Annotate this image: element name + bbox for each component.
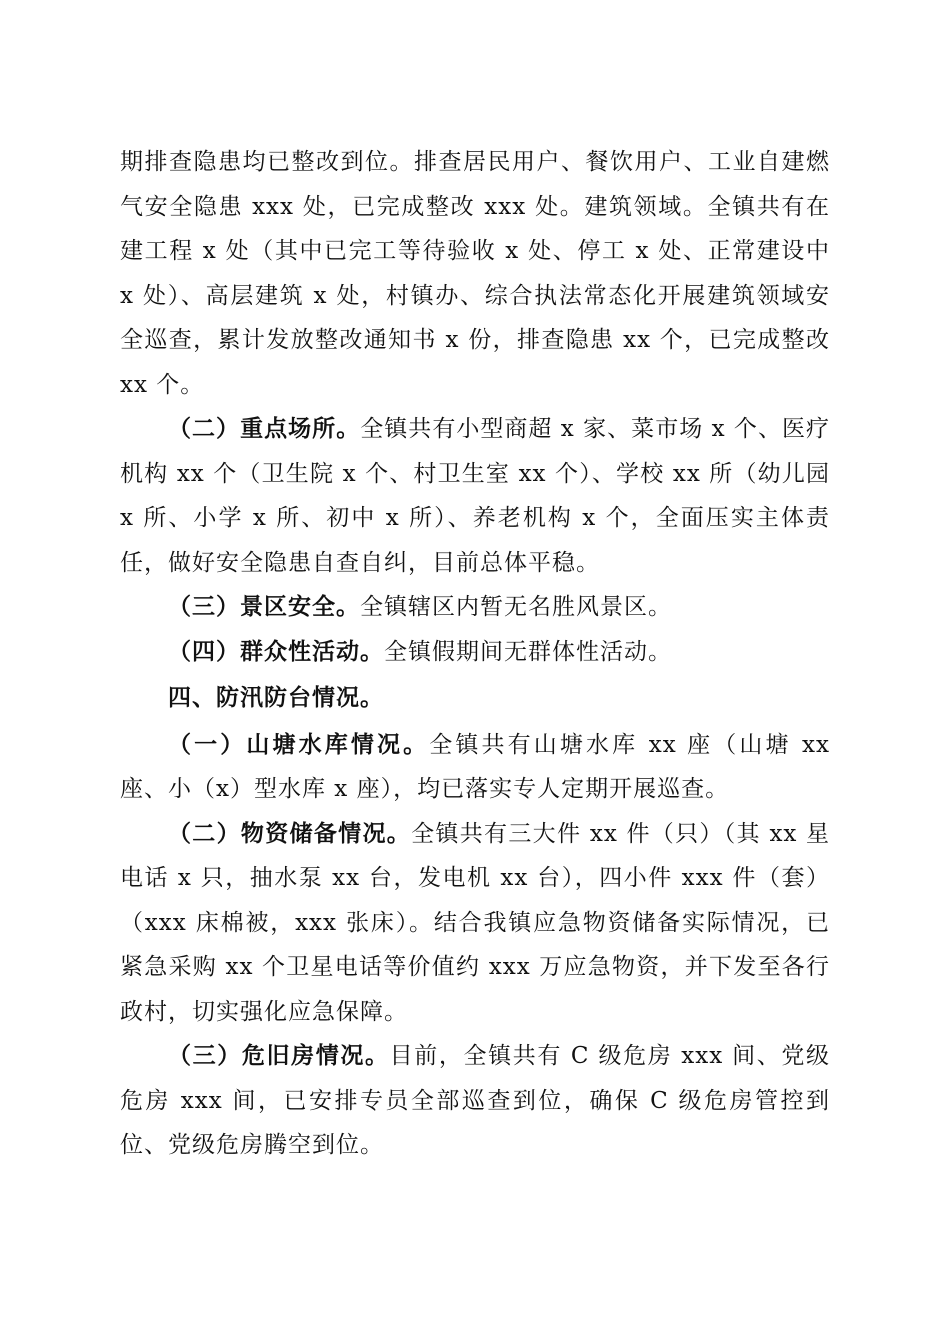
paragraph-continuation — [120, 140, 830, 407]
paragraph-lead: （四）群众性活动。 — [168, 638, 384, 665]
paragraph-text: 全镇共有小型商超 x 家、菜市场 x 个、医疗机构 xx 个（卫生院 x 个、村卫生室 xx 个）、学校 xx 所（幼儿园 x 所、小学 x 所、初中 x 所）、养老机构 x 个，全面压实主体责任，做好安全隐患自查自纠，目前总体平稳。 — [120, 416, 831, 576]
paragraph-lead: （二）重点场所。 — [168, 416, 361, 442]
paragraph-reservoirs — [120, 723, 830, 812]
paragraph-scenic-safety — [120, 585, 830, 630]
paragraph-mass-activities — [120, 630, 830, 675]
paragraph-lead: （一）山塘水库情况。 — [168, 731, 430, 758]
paragraph-key-places — [120, 407, 830, 585]
paragraph-dangerous-houses — [120, 1034, 830, 1168]
paragraph-supplies — [120, 812, 830, 1035]
document-body — [120, 140, 830, 1168]
paragraph-text: 全镇辖区内暂无名胜风景区。 — [360, 594, 672, 620]
paragraph-text: 全镇共有山塘水库 xx 座（山塘 xx 座、小（x）型水库 x 座），均已落实专人定期开展巡查。 — [120, 731, 831, 802]
paragraph-lead: （二）物资储备情况。 — [168, 820, 412, 847]
paragraph-text: 目前，全镇共有 C 级危房 xxx 间、党级危房 xxx 间，已安排专员全部巡查到位，确保 C 级危房管控到位、党级危房腾空到位。 — [120, 1043, 830, 1158]
paragraph-lead: （三）景区安全。 — [168, 594, 360, 620]
paragraph-text: 全镇共有三大件 xx 件（只）（其 xx 星电话 x 只，抽水泵 xx 台，发电机 xx 台），四小件 xxx 件（套）（xxx 床棉被，xxx 张床）。结合我镇应急物资储备实际情况，已紧急采购 xx 个卫星电话等价值约 xxx 万应急物资，并下发至各行政村，切实强化应急保障。 — [120, 820, 831, 1025]
paragraph-lead: （三）危旧房情况。 — [168, 1043, 390, 1069]
paragraph-text: 期排查隐患均已整改到位。排查居民用户、餐饮用户、工业自建燃气安全隐患 xxx 处，已完成整改 xxx 处。建筑领域。全镇共有在建工程 x 处（其中已完工等待验收 x 处、停工 x 处、正常建设中 x 处）、高层建筑 x 处，村镇办、综合执法常态化开展建筑领域安全巡查，累计发放整改通知书 x 份，排查隐患 xx 个，已完成整改 xx 个。 — [120, 149, 830, 398]
paragraph-text: 全镇假期间无群体性活动。 — [384, 638, 672, 665]
section-heading: 四、防汛防台情况。 — [168, 685, 384, 711]
